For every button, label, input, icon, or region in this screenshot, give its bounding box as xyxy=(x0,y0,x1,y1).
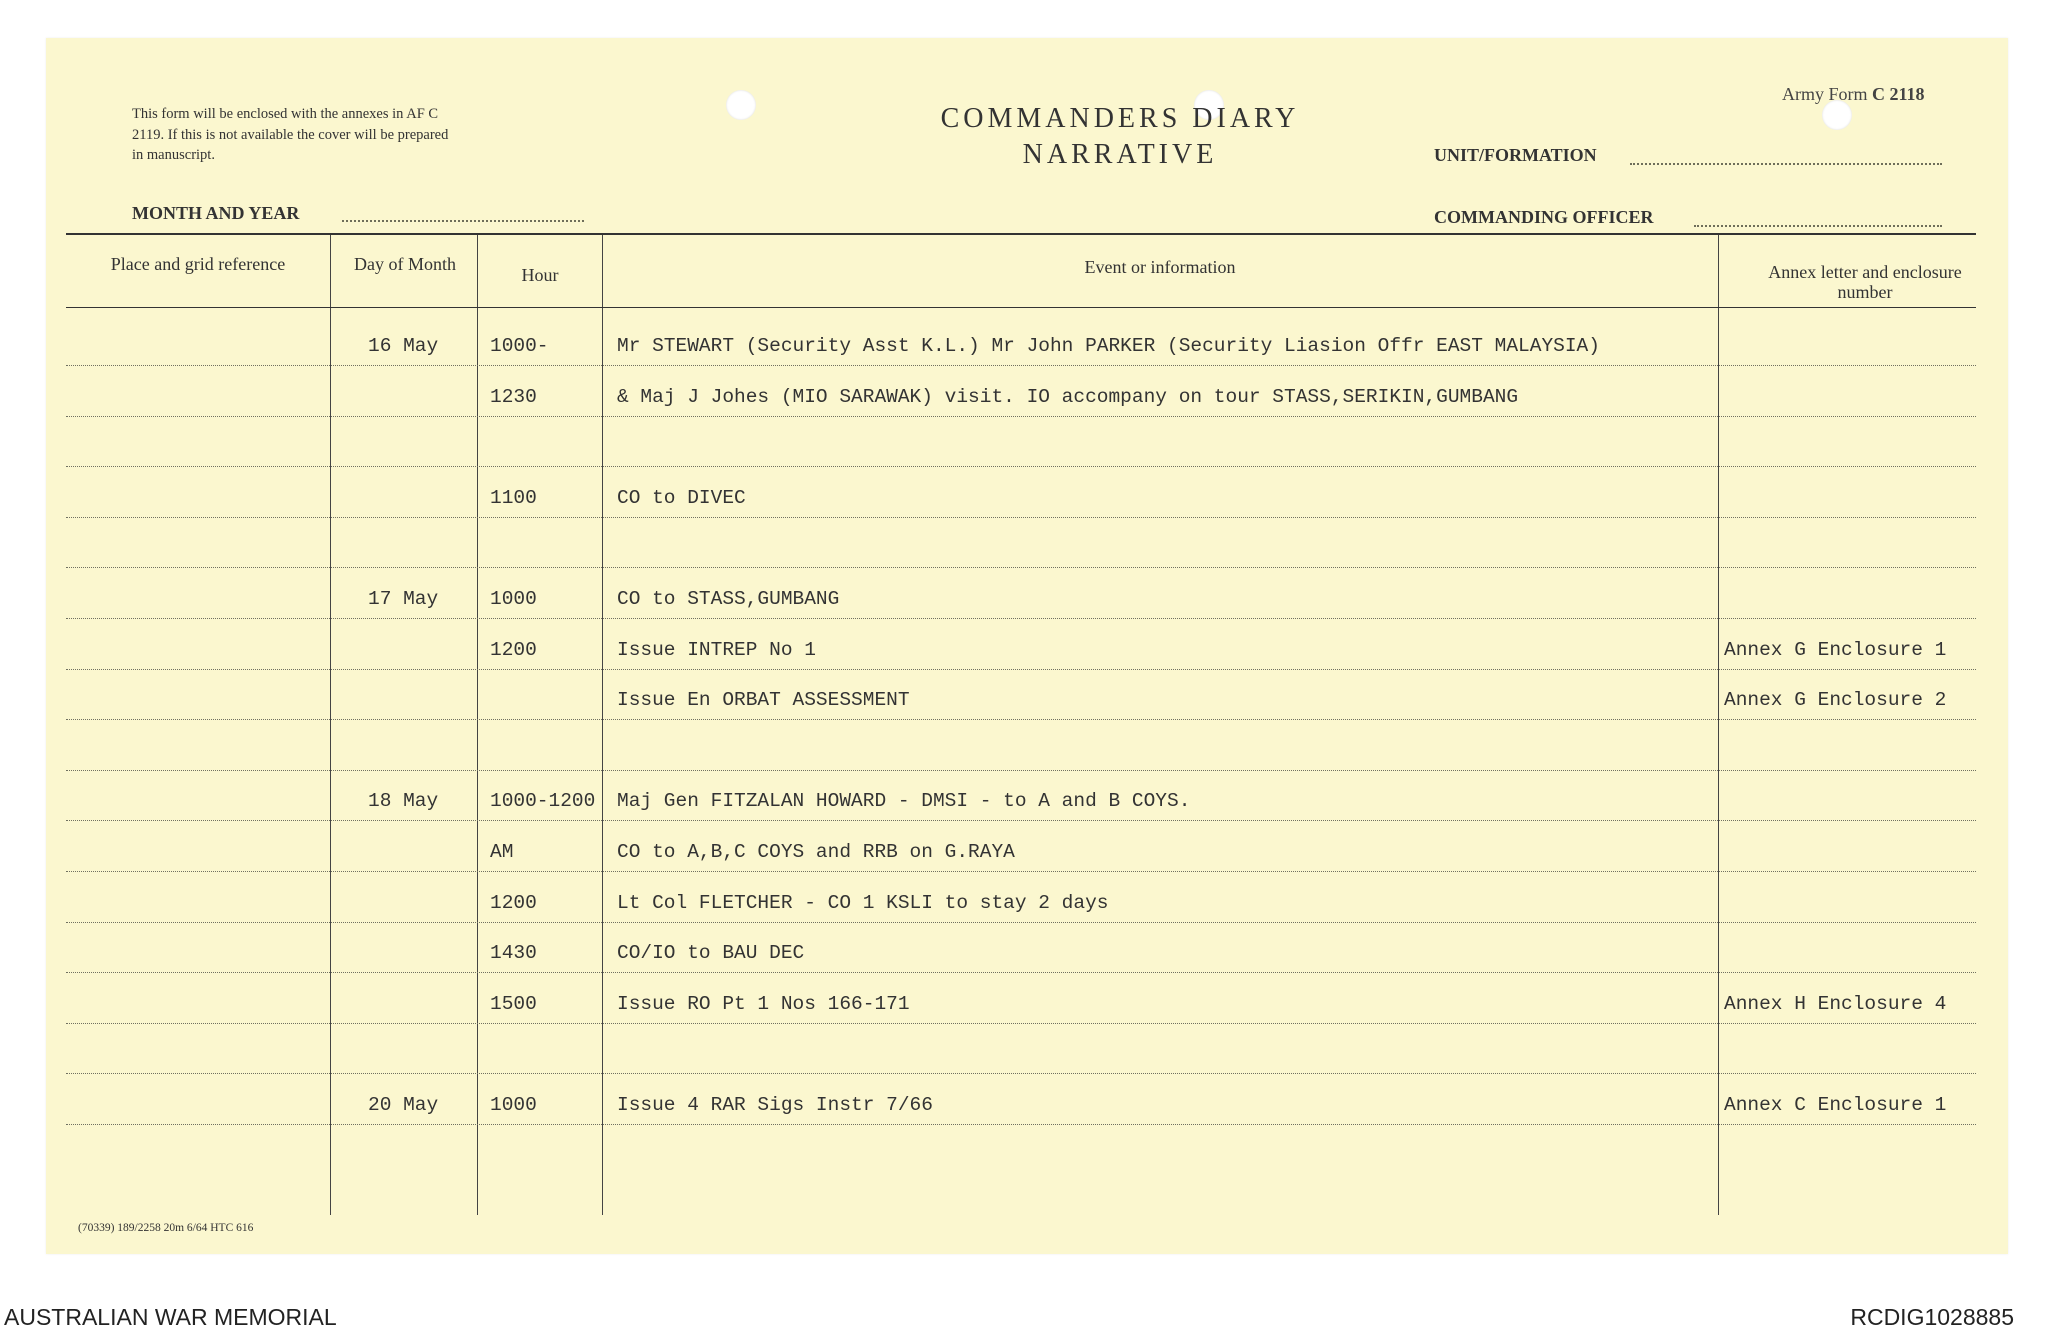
row-rule xyxy=(66,972,1976,973)
entry-hour: 1100 xyxy=(490,487,537,509)
entry-hour: 1000- xyxy=(490,335,549,357)
form-subtitle: NARRATIVE xyxy=(1022,139,1218,170)
entry-annex: Annex H Enclosure 4 xyxy=(1724,993,1947,1015)
column-divider xyxy=(477,235,478,1215)
row-rule xyxy=(66,669,1976,670)
unit-formation-label: UNIT/FORMATION xyxy=(1434,145,1597,165)
column-header-annex: Annex letter and enclosure number xyxy=(1768,262,1962,302)
entry-event: Issue RO Pt 1 Nos 166-171 xyxy=(617,993,910,1015)
entry-hour: 1500 xyxy=(490,993,537,1015)
entry-day: 18 May xyxy=(368,790,439,812)
table-top-rule xyxy=(66,233,1976,235)
entry-event: Mr STEWART (Security Asst K.L.) Mr John PARKER (Security Liasion Offr EAST MALAYSIA) xyxy=(617,335,1600,357)
row-rule xyxy=(66,466,1976,467)
row-rule xyxy=(66,618,1976,619)
entry-event: Lt Col FLETCHER - CO 1 KSLI to stay 2 days xyxy=(617,892,1109,914)
punch-hole xyxy=(726,90,756,120)
print-code: (70339) 189/2258 20m 6/64 HTC 616 xyxy=(78,1222,254,1234)
row-rule xyxy=(66,922,1976,923)
entry-event: Issue 4 RAR Sigs Instr 7/66 xyxy=(617,1094,933,1116)
entry-hour: AM xyxy=(490,841,514,863)
entry-hour: 1000 xyxy=(490,588,537,610)
column-divider xyxy=(602,235,603,1215)
form-title: COMMANDERS DIARY xyxy=(940,103,1300,134)
column-header-event: Event or information xyxy=(1084,257,1236,277)
enclosure-note: This form will be enclosed with the annexes in AF C 2119. If this is not available the cover will be prepared in manuscript. xyxy=(132,106,449,163)
row-rule xyxy=(66,517,1976,518)
column-header-place: Place and grid reference xyxy=(110,254,286,274)
unit-formation-field[interactable] xyxy=(1630,163,1942,165)
row-rule xyxy=(66,1124,1976,1125)
column-header-day: Day of Month xyxy=(354,254,456,274)
entry-event: CO to DIVEC xyxy=(617,487,746,509)
entry-event: Issue En ORBAT ASSESSMENT xyxy=(617,689,910,711)
row-rule xyxy=(66,1023,1976,1024)
entry-hour: 1000 xyxy=(490,1094,537,1116)
row-rule xyxy=(66,1073,1976,1074)
column-header-hour: Hour xyxy=(521,265,559,285)
entry-hour: 1000-1200 xyxy=(490,790,596,812)
row-rule xyxy=(66,820,1976,821)
entry-day: 20 May xyxy=(368,1094,439,1116)
entry-annex: Annex G Enclosure 1 xyxy=(1724,639,1947,661)
month-year-label: MONTH AND YEAR xyxy=(132,203,300,223)
row-rule xyxy=(66,871,1976,872)
entry-hour: 1200 xyxy=(490,892,537,914)
entry-hour: 1230 xyxy=(490,386,537,408)
entry-annex: Annex G Enclosure 2 xyxy=(1724,689,1947,711)
entry-event: CO/IO to BAU DEC xyxy=(617,942,805,964)
row-rule xyxy=(66,719,1976,720)
footer-record-id: RCDIG1028885 xyxy=(1850,1304,2014,1330)
row-rule xyxy=(66,365,1976,366)
row-rule xyxy=(66,416,1976,417)
entry-hour: 1200 xyxy=(490,639,537,661)
row-rule xyxy=(66,770,1976,771)
entry-annex: Annex C Enclosure 1 xyxy=(1724,1094,1947,1116)
header-bottom-rule xyxy=(66,307,1976,308)
column-divider xyxy=(1718,235,1719,1215)
entry-event: & Maj J Johes (MIO SARAWAK) visit. IO accompany on tour STASS,SERIKIN,GUMBANG xyxy=(617,386,1519,408)
row-rule xyxy=(66,567,1976,568)
army-form-number: Army Form C 2118 xyxy=(1782,84,1925,104)
entry-day: 17 May xyxy=(368,588,439,610)
entry-day: 16 May xyxy=(368,335,439,357)
entry-hour: 1430 xyxy=(490,942,537,964)
entry-event: CO to STASS,GUMBANG xyxy=(617,588,840,610)
commanding-officer-field[interactable] xyxy=(1694,225,1942,227)
month-year-field[interactable] xyxy=(342,220,584,222)
entry-event: Maj Gen FITZALAN HOWARD - DMSI - to A and B COYS. xyxy=(617,790,1191,812)
entry-event: CO to A,B,C COYS and RRB on G.RAYA xyxy=(617,841,1015,863)
column-divider xyxy=(330,235,331,1215)
commanding-officer-label: COMMANDING OFFICER xyxy=(1434,207,1654,227)
footer-source: AUSTRALIAN WAR MEMORIAL xyxy=(4,1304,337,1330)
entry-event: Issue INTREP No 1 xyxy=(617,639,816,661)
